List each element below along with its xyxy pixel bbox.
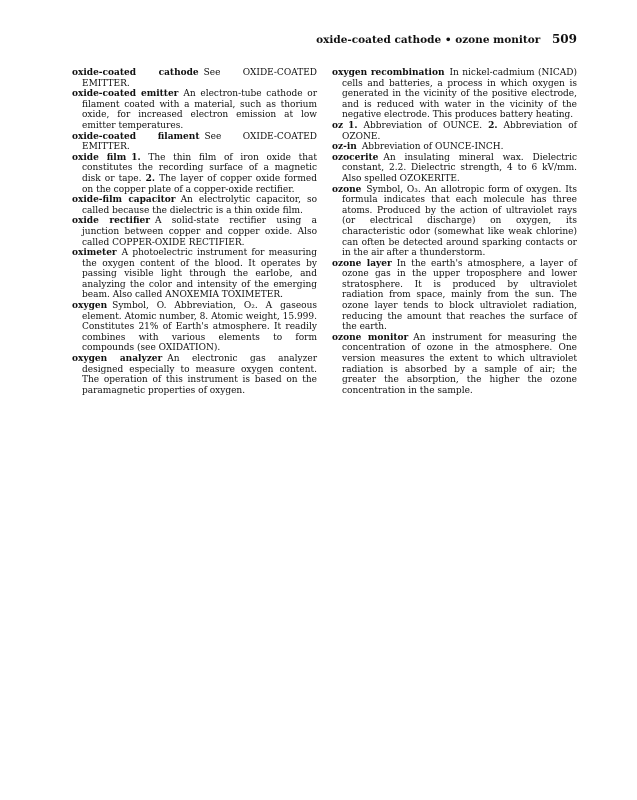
entry-definition: Symbol, O₃. An allotropic form of oxygen. Its formula indicates that each molecule has three atoms. Produced by the action of ultraviolet rays (or electrical discharge) on oxygen, its characteristic odor (somewhat like weak chlorine) can often be detected around sparking contacts or in the air after a thunderstorm. xyxy=(342,184,577,259)
entry-term: oz xyxy=(332,120,344,131)
entry-definition: An electrolytic capacitor, so called because the dielectric is a thin oxide film. xyxy=(82,195,318,216)
entry-definition: In nickel-cadmium (NICAD) cells and batteries, a process in which oxygen is generated in the vicinity of the positive electrode, and is reduced with water in the vicinity of the negative electrode. This produces battery heating. xyxy=(342,68,577,121)
entry-term: ozone layer xyxy=(332,258,392,269)
sense-definition: The layer of copper oxide formed on the copper plate of a copper-oxide rectifier. xyxy=(82,173,317,195)
entry-oxide-film-capacitor xyxy=(72,195,317,216)
entry-oz xyxy=(332,121,577,142)
entry-ozone xyxy=(332,185,577,259)
entry-oxide-rectifier xyxy=(72,216,317,248)
entry-definition: An instrument for measuring the concentration of ozone in the atmosphere. One version measures the extent to which ultraviolet radiation is absorbed by a sample of air; the greater the absorption, the higher the ozone concentration in the sample. xyxy=(342,332,577,396)
entry-definition: Symbol, O. Abbreviation, O₂. A gaseous element. Atomic number, 8. Atomic weight, 15.999. Constitutes 21% of Earth's atmosphere. It readily combines with various elements to form compounds (see OXIDATION). xyxy=(82,301,317,354)
entry-oxygen-recombination xyxy=(332,68,577,121)
sense-number: 2. xyxy=(145,173,155,184)
entry-term: oxygen analyzer xyxy=(72,354,163,365)
sense-definition: Abbreviation of OUNCE. xyxy=(363,120,483,131)
entry-definition: A solid-state rectifier using a junction between copper and copper oxide. Also called COPPER-OXIDE RECTIFIER. xyxy=(82,216,317,248)
entry-term: oxide-coated filament xyxy=(72,131,200,142)
entry-term: oxide rectifier xyxy=(72,216,150,227)
right-column xyxy=(332,68,577,396)
entry-definition: See OXIDE-COATED EMITTER. xyxy=(82,68,317,89)
entry-term: ozocerite xyxy=(332,152,379,163)
entry-oxygen xyxy=(72,301,317,354)
sense-number: 1. xyxy=(131,152,141,163)
entry-definition: A photoelectric instrument for measuring the oxygen content of the blood. It operates by passing visible light through the earlobe, and analyzing the color and intensity of the emerging beam. Also called ANOXEMIA TOXIMETER. xyxy=(82,248,317,301)
entry-term: oxygen xyxy=(72,301,108,312)
left-column xyxy=(72,68,317,396)
sense-definition: Abbreviation of OZONE. xyxy=(342,120,577,142)
entry-definition: An electronic gas analyzer designed especially to measure oxygen content. The operation of this instrument is based on the paramagnetic properties of oxygen. xyxy=(82,354,318,396)
entry-ozone-monitor xyxy=(332,333,577,397)
entry-term: oximeter xyxy=(72,248,117,259)
entry-term: oxygen recombination xyxy=(332,68,445,78)
entry-term: oxide-coated emitter xyxy=(72,89,179,100)
entry-definition: Abbreviation of OUNCE-INCH. xyxy=(361,142,504,153)
entry-ozone-layer xyxy=(332,259,577,333)
running-head: oxide-coated cathode • ozone monitor xyxy=(316,34,541,46)
entry-term: oxide-coated cathode xyxy=(72,68,199,78)
entry-oxygen-analyzer xyxy=(72,354,317,396)
entry-definition: See OXIDE-COATED EMITTER. xyxy=(82,131,317,153)
sense-number: 2. xyxy=(488,120,498,131)
entry-ozocerite xyxy=(332,153,577,185)
entry-oxide-coated-emitter xyxy=(72,89,317,131)
page-number: 509 xyxy=(551,32,577,46)
entry-oz-in xyxy=(332,142,577,153)
entry-definition: An electron-tube cathode or filament coated with a material, such as thorium oxide, for increased electron emission at low emitter temperatures. xyxy=(82,89,317,131)
entry-oxide-coated-cathode xyxy=(72,68,317,89)
entry-oximeter xyxy=(72,248,317,301)
entry-term: oz-in xyxy=(332,142,357,153)
entry-oxide-coated-filament xyxy=(72,132,317,153)
sense-definition: The thin film of iron oxide that constitutes the recording surface of a magnetic disk or tape. xyxy=(82,152,317,184)
running-header xyxy=(72,32,577,46)
entry-oxide-film xyxy=(72,153,317,195)
sense-number: 1. xyxy=(348,120,358,131)
entry-term: oxide-film capacitor xyxy=(72,195,176,206)
entry-definition: An insulating mineral wax. Dielectric constant, 2.2. Dielectric strength, 4 to 6 kV/mm. Also spelled OZOKERITE. xyxy=(342,152,577,184)
entry-term: ozone xyxy=(332,184,362,195)
entry-term: ozone monitor xyxy=(332,332,409,343)
entry-definition: In the earth's atmosphere, a layer of ozone gas in the upper troposphere and lower stratosphere. It is produced by ultraviolet radiation from space, mainly from the sun. The ozone layer tends to block ultraviolet radiation, reducing the amount that reaches the surface of the earth. xyxy=(342,258,578,333)
entry-term: oxide film xyxy=(72,152,127,163)
